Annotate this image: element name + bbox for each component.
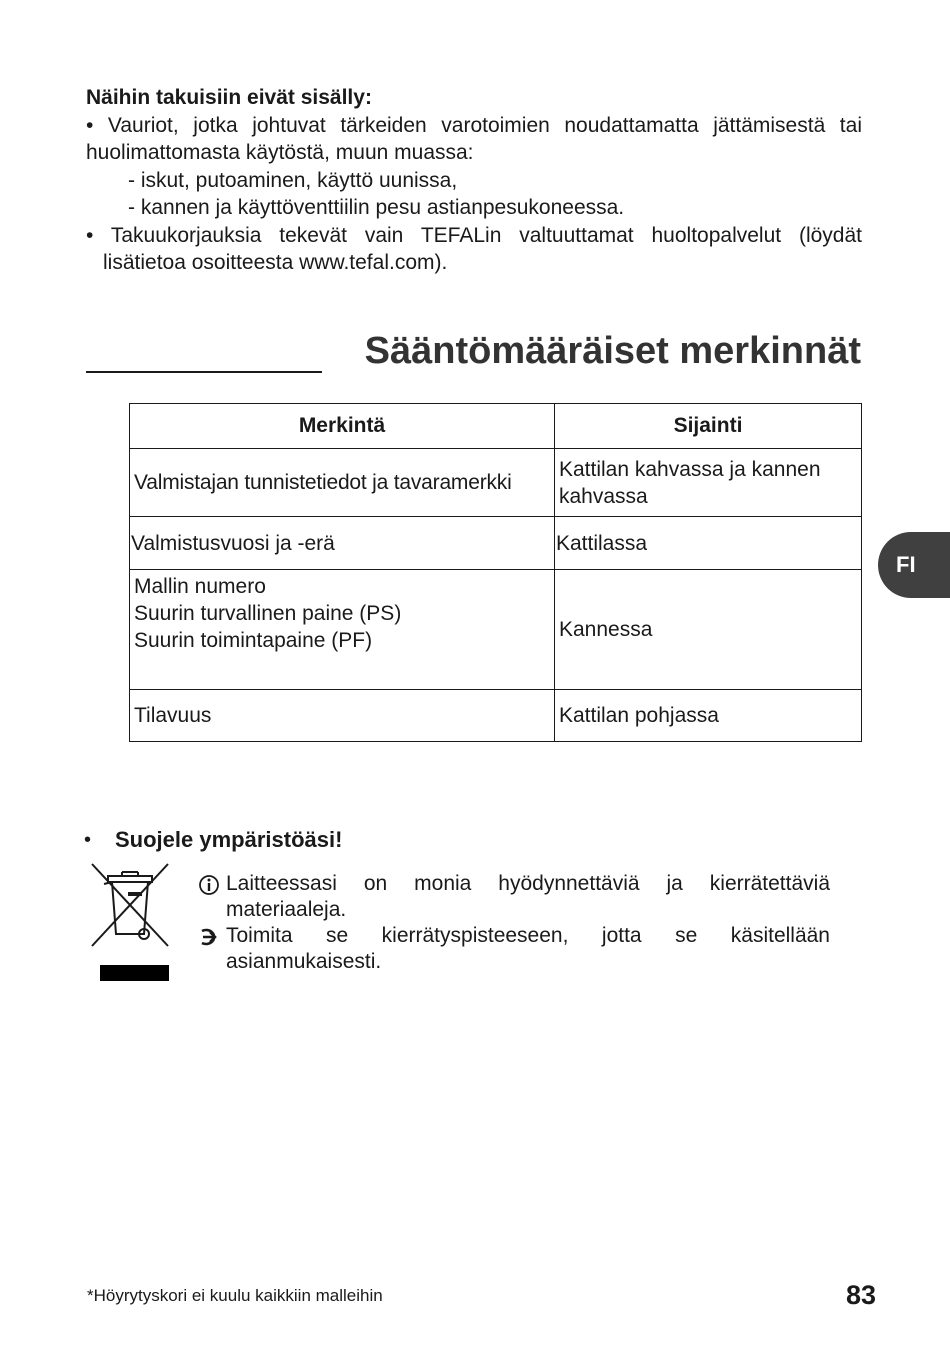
section-title: Sääntömääräiset merkinnät: [364, 330, 861, 372]
cell-marking: [130, 570, 555, 690]
table-row: [130, 570, 862, 690]
environment-bullet: •: [84, 829, 92, 851]
cell-location: Kattilan pohjassa: [555, 690, 862, 742]
environment-heading: Suojele ympäristöäsi!: [115, 827, 343, 852]
warranty-subitem-impacts: - iskut, putoaminen, käyttö uunissa,: [128, 168, 458, 192]
cell-location: Kattilan kahvassa ja kannen kahvassa: [555, 449, 862, 517]
page-number: 83: [845, 1280, 876, 1310]
table-row: [130, 690, 862, 742]
crossed-out-wheelie-bin-icon: [88, 862, 172, 948]
warranty-heading: Näihin takuisiin eivät sisälly:: [86, 86, 372, 109]
cell-line: Suurin toimintapaine (PF): [134, 629, 373, 652]
language-tab: FI: [878, 532, 950, 598]
warranty-item-service: • Takuukorjauksia tekevät vain TEFALin valtuuttamat huoltopalvelut (löydät lisätietoa osoitteesta www.tefal.com).: [86, 223, 862, 274]
column-header-marking: Merkintä: [130, 404, 555, 449]
info-circle-icon: [198, 871, 226, 923]
cell-location: Kattilassa: [555, 517, 862, 570]
environment-action-item: [198, 923, 830, 975]
environment-info-item: [198, 871, 830, 923]
footnote: *Höyrytyskori ei kuulu kaikkiin malleihin: [87, 1286, 383, 1305]
environment-info-text: Laitteessasi on monia hyödynnettäviä ja kierrätettäviä materiaaleja.: [226, 872, 830, 921]
table-row: [130, 517, 862, 570]
title-rule: [86, 371, 322, 373]
warranty-item-damage: • Vauriot, jotka johtuvat tärkeiden varotoimien noudattamatta jättämisestä tai huolimattomasta käytöstä, muun muassa:: [86, 113, 862, 164]
cell-marking: Tilavuus: [130, 690, 555, 742]
cell-line: Suurin turvallinen paine (PS): [134, 602, 402, 625]
cell-location: Kannessa: [555, 570, 862, 690]
table-header-row: [130, 404, 862, 449]
table-row: [130, 449, 862, 517]
markings-table: [129, 403, 862, 742]
column-header-location: Sijainti: [555, 404, 862, 449]
warranty-subitem-dishwasher: - kannen ja käyttöventtiilin pesu astianpesukoneessa.: [128, 196, 625, 219]
separate-collection-bar: [100, 965, 169, 981]
cell-marking: Valmistajan tunnistetiedot ja tavaramerkki: [130, 449, 555, 517]
cell-line: Mallin numero: [134, 575, 266, 598]
environment-text: [198, 871, 830, 975]
environment-action-text: Toimita se kierrätyspisteeseen, jotta se käsitellään asianmukaisesti.: [226, 924, 830, 973]
warranty-exclusions: [86, 84, 862, 277]
arrow-right-circle-icon: [198, 923, 226, 975]
cell-marking: Valmistusvuosi ja -erä: [130, 517, 555, 570]
